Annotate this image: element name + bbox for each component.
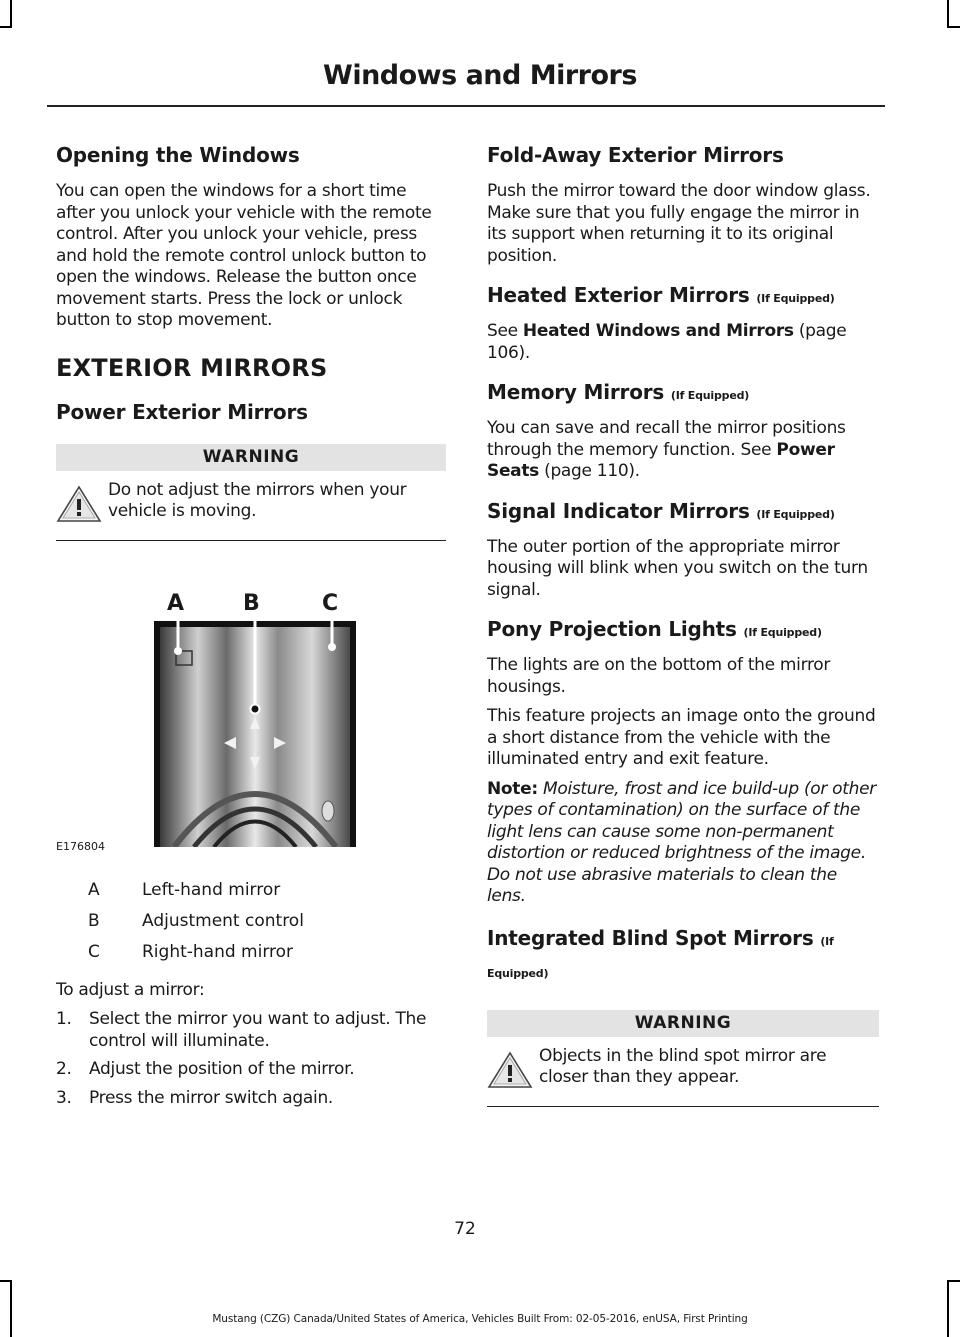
note-paragraph [487,779,879,908]
blind-heading-text: Integrated Blind Spot Mirrors [487,925,814,950]
figure-label-b: B [243,590,260,616]
warning-label: WARNING [56,444,446,471]
heated-mirrors-text [487,321,879,364]
warning-label: WARNING [487,1010,879,1037]
right-column [487,143,879,1127]
adjust-intro: To adjust a mirror: [56,979,205,1000]
legend-row [56,906,446,937]
step-item [56,1009,446,1052]
legend-key: C [88,942,100,962]
crop-mark [0,1280,12,1282]
adjust-steps [56,1009,446,1109]
figure-label-a: A [167,590,185,616]
heated-mirrors-heading [487,283,879,307]
page-title: Windows and Mirrors [323,60,637,91]
crop-mark [947,1280,960,1282]
memory-text: You can save and recall the mirror positions through the memory function. See [487,418,846,460]
power-mirrors-heading: Power Exterior Mirrors [56,399,308,424]
crop-mark [0,26,12,28]
pony-lights-heading [487,617,879,641]
heated-tag: (If Equipped) [756,292,835,305]
figure-label-c: C [322,590,339,616]
pony-lights-text-2: This feature projects an image onto the ground a short distance from the vehicle with the illuminated entry and exit feature. [487,706,876,769]
memory-mirrors-text [487,418,879,483]
signal-heading-text: Signal Indicator Mirrors [487,498,750,523]
memory-tag: (If Equipped) [670,389,750,402]
step-text: Adjust the position of the mirror. [89,1059,355,1079]
step-text: Press the mirror switch again. [89,1087,334,1108]
legend-value: Adjustment control [142,911,304,931]
fold-away-heading: Fold-Away Exterior Mirrors [487,143,784,167]
header-divider [47,105,885,107]
crop-mark [947,26,960,28]
blind-spot-heading [487,924,879,988]
pony-lights-text-1: The lights are on the bottom of the mirror housings. [487,655,831,697]
page-number: 72 [454,1219,476,1239]
blind-tag-2: Equipped) [487,966,549,980]
mirror-control-illustration [154,621,356,847]
legend-key: B [88,911,100,931]
heated-ref: (page 106). [487,321,847,363]
memory-heading-text: Memory Mirrors [487,380,665,404]
signal-mirrors-text: The outer portion of the appropriate mirror housing will blink when you switch on the turn signal. [487,536,868,600]
pony-heading-text: Pony Projection Lights [487,617,737,641]
left-column [56,143,446,1116]
step-number: 3. [56,1087,72,1108]
figure-legend [56,875,446,968]
step-item [56,1088,446,1110]
legend-row [56,937,446,968]
legend-key: A [88,880,100,900]
fold-away-text: Push the mirror toward the door window glass. Make sure that you fully engage the mirror in its support when returning it to its original position. [487,181,871,266]
warning-text: Objects in the blind spot mirror are closer than they appear. [539,1045,827,1087]
footer-text: Mustang (CZG) Canada/United States of America, Vehicles Built From: 02-05-2016, enUSA, First Printing [212,1313,748,1325]
warning-text: Do not adjust the mirrors when your vehicle is moving. [108,479,407,521]
crop-mark [10,1280,12,1337]
memory-mirrors-heading [487,380,879,404]
note-text: Moisture, frost and ice build-up (or other types of contamination) on the surface of the light lens can cause some non-permanent distortion or reduced brightness of the image. Do not use abrasive materials to clean the lens. [487,778,876,906]
warning-triangle-icon [56,480,108,528]
heated-windows-link[interactable]: Heated Windows and Mirrors [522,321,794,341]
signal-tag: (If Equipped) [756,507,835,521]
step-number: 2. [56,1059,72,1079]
legend-value: Right-hand mirror [142,942,294,962]
warning-box [56,444,446,541]
legend-row [56,875,446,906]
opening-windows-heading: Opening the Windows [56,143,300,167]
heated-heading-text: Heated Exterior Mirrors [487,283,750,307]
heated-see: See [487,321,518,341]
step-number: 1. [56,1009,72,1029]
crop-mark [10,0,12,28]
pony-tag: (If Equipped) [743,626,822,639]
memory-ref: (page 110). [544,461,640,481]
power-seats-link[interactable]: Power Seats [487,439,835,481]
step-item [56,1059,446,1081]
mirror-control-figure [56,561,446,871]
crop-mark [947,1280,949,1337]
opening-windows-text: You can open the windows for a short time after you unlock your vehicle with the remote control. After you unlock your vehicle, press and hold the remote control unlock button to open the windows. Release the button once movement starts. Press the lock or unlock button to stop movement. [56,181,432,330]
figure-id: E176804 [56,839,105,853]
legend-value: Left-hand mirror [142,880,281,900]
crop-mark [947,0,949,28]
exterior-mirrors-heading: EXTERIOR MIRRORS [56,353,328,382]
blind-spot-warning-box [487,1010,879,1107]
signal-mirrors-heading [487,499,879,523]
blind-tag-1: (If [820,934,834,948]
step-text: Select the mirror you want to adjust. The control will illuminate. [89,1009,427,1051]
note-label: Note: [487,778,538,799]
warning-triangle-icon [487,1046,539,1094]
